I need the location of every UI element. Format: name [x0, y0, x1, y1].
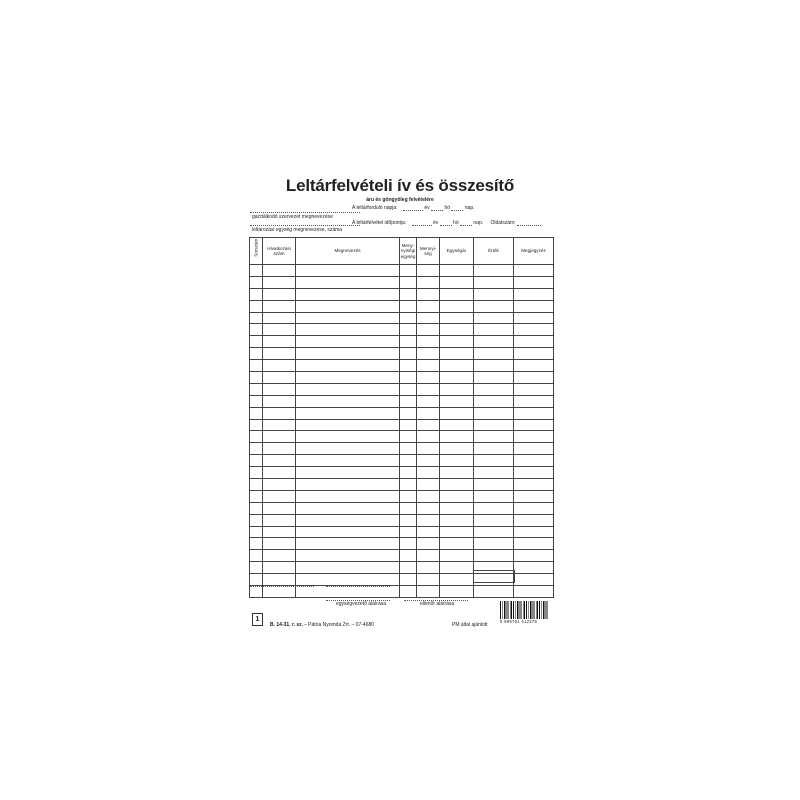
page-number: 1	[252, 613, 263, 626]
table-cell[interactable]	[440, 419, 474, 431]
table-cell[interactable]	[474, 455, 514, 467]
time-ev: év	[432, 220, 439, 226]
table-cell[interactable]	[263, 324, 296, 336]
table-cell[interactable]	[400, 336, 417, 348]
table-cell[interactable]	[400, 562, 417, 574]
date-label: A leltárforduló napja:	[352, 205, 398, 211]
table-cell[interactable]	[440, 276, 474, 288]
table-cell[interactable]	[296, 443, 400, 455]
table-cell[interactable]	[250, 538, 263, 550]
table-cell[interactable]	[400, 288, 417, 300]
table-cell[interactable]	[296, 526, 400, 538]
table-cell[interactable]	[296, 550, 400, 562]
table-cell[interactable]	[417, 550, 440, 562]
table-cell[interactable]	[400, 395, 417, 407]
table-cell[interactable]	[514, 265, 554, 277]
table-cell[interactable]	[263, 467, 296, 479]
table-cell[interactable]	[514, 455, 554, 467]
date-row	[352, 205, 475, 211]
table-cell[interactable]	[440, 502, 474, 514]
table-cell[interactable]	[250, 276, 263, 288]
table-cell[interactable]	[263, 550, 296, 562]
table-cell[interactable]	[296, 431, 400, 443]
table-cell[interactable]	[514, 490, 554, 502]
table-cell[interactable]	[514, 538, 554, 550]
table-cell[interactable]	[296, 288, 400, 300]
table-cell[interactable]	[400, 502, 417, 514]
table-cell[interactable]	[417, 276, 440, 288]
table-cell[interactable]	[400, 586, 417, 598]
col-header: Érték	[474, 238, 514, 265]
table-cell[interactable]	[474, 348, 514, 360]
table-cell[interactable]	[250, 407, 263, 419]
table-cell[interactable]	[474, 312, 514, 324]
table-cell[interactable]	[263, 383, 296, 395]
table-cell[interactable]	[474, 407, 514, 419]
table-cell[interactable]	[440, 348, 474, 360]
table-cell[interactable]	[417, 419, 440, 431]
table-row	[250, 431, 554, 443]
table-row	[250, 538, 554, 550]
table-row	[250, 514, 554, 526]
table-cell[interactable]	[250, 479, 263, 491]
table-cell[interactable]	[514, 395, 554, 407]
table-cell[interactable]	[514, 324, 554, 336]
table-cell[interactable]	[296, 348, 400, 360]
table-cell[interactable]	[514, 502, 554, 514]
table-row	[250, 479, 554, 491]
table-cell[interactable]	[400, 514, 417, 526]
table-cell[interactable]	[440, 372, 474, 384]
table-cell[interactable]	[400, 574, 417, 586]
table-cell[interactable]	[250, 455, 263, 467]
table-cell[interactable]	[400, 372, 417, 384]
table-cell[interactable]	[400, 265, 417, 277]
table-cell[interactable]	[474, 336, 514, 348]
col-header: Mennyi-ség	[417, 238, 440, 265]
table-cell[interactable]	[400, 324, 417, 336]
table-cell[interactable]	[474, 431, 514, 443]
table-cell[interactable]	[400, 443, 417, 455]
table-cell[interactable]	[400, 419, 417, 431]
table-row	[250, 312, 554, 324]
table-cell[interactable]	[474, 265, 514, 277]
table-cell[interactable]	[296, 455, 400, 467]
table-cell[interactable]	[474, 550, 514, 562]
table-cell[interactable]	[250, 395, 263, 407]
table-cell[interactable]	[400, 407, 417, 419]
table-cell[interactable]	[400, 383, 417, 395]
table-row	[250, 348, 554, 360]
table-cell[interactable]	[263, 562, 296, 574]
table-cell[interactable]	[296, 574, 400, 586]
table-cell[interactable]	[250, 419, 263, 431]
table-cell[interactable]	[440, 538, 474, 550]
table-row	[250, 455, 554, 467]
table-cell[interactable]	[440, 265, 474, 277]
table-cell[interactable]	[296, 502, 400, 514]
table-cell[interactable]	[514, 467, 554, 479]
table-cell[interactable]	[474, 526, 514, 538]
table-cell[interactable]	[514, 514, 554, 526]
col-header: Sorszám	[250, 238, 263, 265]
page-field[interactable]	[517, 221, 541, 226]
table-row	[250, 288, 554, 300]
table-cell[interactable]	[417, 538, 440, 550]
table-cell[interactable]	[514, 443, 554, 455]
table-cell[interactable]	[263, 360, 296, 372]
table-cell[interactable]	[440, 336, 474, 348]
unit-line	[250, 225, 360, 226]
table-cell[interactable]	[474, 372, 514, 384]
table-cell[interactable]	[514, 562, 554, 574]
table-cell[interactable]	[440, 455, 474, 467]
table-cell[interactable]	[417, 431, 440, 443]
table-cell[interactable]	[474, 419, 514, 431]
table-row	[250, 419, 554, 431]
table-cell[interactable]	[400, 550, 417, 562]
table-cell[interactable]	[417, 514, 440, 526]
table-row	[250, 360, 554, 372]
table-cell[interactable]	[400, 276, 417, 288]
table-cell[interactable]	[296, 479, 400, 491]
table-cell[interactable]	[400, 360, 417, 372]
table-cell[interactable]	[400, 431, 417, 443]
unit-label: leltározási egység megnevezése, száma	[252, 227, 343, 233]
inventory-table	[249, 237, 554, 598]
table-cell[interactable]	[296, 407, 400, 419]
table-cell[interactable]	[250, 288, 263, 300]
table-cell[interactable]	[514, 586, 554, 598]
table-cell[interactable]	[440, 288, 474, 300]
table-cell[interactable]	[250, 490, 263, 502]
table-cell[interactable]	[474, 467, 514, 479]
table-cell[interactable]	[263, 407, 296, 419]
table-cell[interactable]	[417, 312, 440, 324]
table-row	[250, 372, 554, 384]
table-cell[interactable]	[296, 372, 400, 384]
table-cell[interactable]	[440, 300, 474, 312]
table-cell[interactable]	[296, 490, 400, 502]
table-cell[interactable]	[514, 479, 554, 491]
table-cell[interactable]	[263, 419, 296, 431]
table-cell[interactable]	[440, 526, 474, 538]
table-cell[interactable]	[440, 562, 474, 574]
table-cell[interactable]	[400, 455, 417, 467]
date-nap: nap.	[464, 205, 475, 211]
table-cell[interactable]	[440, 431, 474, 443]
table-cell[interactable]	[417, 372, 440, 384]
table-cell[interactable]	[263, 574, 296, 586]
table-cell[interactable]	[400, 348, 417, 360]
table-cell[interactable]	[263, 538, 296, 550]
table-cell[interactable]	[296, 336, 400, 348]
date-year-field[interactable]	[403, 206, 423, 211]
table-cell[interactable]	[474, 443, 514, 455]
table-cell[interactable]	[417, 455, 440, 467]
sig-line-1a	[250, 586, 314, 587]
time-month-field[interactable]	[440, 221, 452, 226]
org-label: gazdálkodó szervezet megnevezése	[252, 214, 333, 220]
table-cell[interactable]	[296, 360, 400, 372]
sig1-label: egységvezető aláírása	[336, 601, 387, 607]
table-cell[interactable]	[250, 514, 263, 526]
table-cell[interactable]	[263, 443, 296, 455]
table-cell[interactable]	[514, 550, 554, 562]
table-cell[interactable]	[417, 265, 440, 277]
table-cell[interactable]	[250, 324, 263, 336]
table-cell[interactable]	[514, 431, 554, 443]
table-cell[interactable]	[474, 490, 514, 502]
table-cell[interactable]	[400, 467, 417, 479]
table-row	[250, 550, 554, 562]
table-cell[interactable]	[296, 514, 400, 526]
table-cell[interactable]	[296, 265, 400, 277]
table-cell[interactable]	[296, 276, 400, 288]
table-cell[interactable]	[474, 479, 514, 491]
table-cell[interactable]	[263, 514, 296, 526]
table-cell[interactable]	[250, 586, 263, 598]
table-cell[interactable]	[514, 276, 554, 288]
date-day-field[interactable]	[451, 206, 463, 211]
table-cell[interactable]	[263, 276, 296, 288]
table-cell[interactable]	[296, 562, 400, 574]
table-cell[interactable]	[474, 514, 514, 526]
table-cell[interactable]	[250, 372, 263, 384]
table-row	[250, 490, 554, 502]
date-ev: év	[424, 205, 430, 211]
table-cell[interactable]	[474, 324, 514, 336]
col-header: Hivatkozási szám	[263, 238, 296, 265]
table-cell[interactable]	[514, 300, 554, 312]
table-cell[interactable]	[417, 324, 440, 336]
table-cell[interactable]	[296, 300, 400, 312]
table-cell[interactable]	[440, 514, 474, 526]
table-cell[interactable]	[417, 467, 440, 479]
table-cell[interactable]	[250, 360, 263, 372]
table-cell[interactable]	[514, 383, 554, 395]
barcode-number: 5 999761 412378	[500, 619, 538, 624]
inventory-form	[232, 168, 568, 632]
table-cell[interactable]	[250, 312, 263, 324]
table-row	[250, 407, 554, 419]
table-cell[interactable]	[440, 324, 474, 336]
table-cell[interactable]	[417, 574, 440, 586]
table-cell[interactable]	[296, 586, 400, 598]
table-row	[250, 383, 554, 395]
table-cell[interactable]	[250, 431, 263, 443]
table-row	[250, 265, 554, 277]
table-cell[interactable]	[417, 300, 440, 312]
table-cell[interactable]	[474, 586, 514, 598]
table-cell[interactable]	[440, 443, 474, 455]
table-cell[interactable]	[474, 538, 514, 550]
time-nap: nap.	[473, 220, 484, 226]
table-cell[interactable]	[417, 479, 440, 491]
table-row	[250, 395, 554, 407]
table-cell[interactable]	[417, 443, 440, 455]
table-cell[interactable]	[417, 526, 440, 538]
table-cell[interactable]	[296, 383, 400, 395]
table-cell[interactable]	[474, 300, 514, 312]
table-cell[interactable]	[263, 348, 296, 360]
table-cell[interactable]	[474, 502, 514, 514]
col-header: Megjegyzés	[514, 238, 554, 265]
table-cell[interactable]	[514, 407, 554, 419]
table-cell[interactable]	[250, 562, 263, 574]
table-cell[interactable]	[417, 502, 440, 514]
table-cell[interactable]	[263, 336, 296, 348]
table-cell[interactable]	[514, 288, 554, 300]
table-cell[interactable]	[417, 383, 440, 395]
table-cell[interactable]	[263, 431, 296, 443]
table-cell[interactable]	[400, 490, 417, 502]
sig2-label: ellenőr aláírása	[420, 601, 455, 607]
table-cell[interactable]	[263, 395, 296, 407]
time-row	[352, 220, 541, 226]
date-month-field[interactable]	[431, 206, 443, 211]
table-cell[interactable]	[514, 574, 554, 586]
table-cell[interactable]	[263, 490, 296, 502]
time-label: A leltárfelvétel időpontja:	[352, 220, 407, 226]
table-cell[interactable]	[440, 586, 474, 598]
time-year-field[interactable]	[412, 221, 432, 226]
table-cell[interactable]	[440, 479, 474, 491]
table-cell[interactable]	[400, 300, 417, 312]
col-header: Megnevezés	[296, 238, 400, 265]
table-cell[interactable]	[296, 538, 400, 550]
table-cell[interactable]	[440, 467, 474, 479]
table-row	[250, 276, 554, 288]
table-cell[interactable]	[514, 348, 554, 360]
table-cell[interactable]	[514, 360, 554, 372]
table-cell[interactable]	[514, 372, 554, 384]
table-cell[interactable]	[474, 383, 514, 395]
table-row	[250, 526, 554, 538]
table-row	[250, 502, 554, 514]
table-cell[interactable]	[514, 336, 554, 348]
table-cell[interactable]	[250, 336, 263, 348]
table-cell[interactable]	[440, 490, 474, 502]
table-cell[interactable]	[474, 360, 514, 372]
table-cell[interactable]	[440, 395, 474, 407]
table-cell[interactable]	[417, 562, 440, 574]
time-ho: hó	[453, 220, 459, 226]
table-cell[interactable]	[514, 419, 554, 431]
table-cell[interactable]	[296, 467, 400, 479]
table-cell[interactable]	[250, 502, 263, 514]
table-row	[250, 336, 554, 348]
table-cell[interactable]	[250, 300, 263, 312]
table-cell[interactable]	[417, 395, 440, 407]
printer-note: – Pátria Nyomda Zrt. – 07-4680	[304, 622, 375, 628]
total-value-box[interactable]	[473, 570, 515, 583]
table-cell[interactable]	[417, 490, 440, 502]
form-subtitle: áru és göngyöleg felvételére	[366, 197, 434, 203]
table-cell[interactable]	[400, 538, 417, 550]
table-cell[interactable]	[440, 407, 474, 419]
table-cell[interactable]	[296, 312, 400, 324]
table-cell[interactable]	[417, 336, 440, 348]
table-cell[interactable]	[296, 419, 400, 431]
table-cell[interactable]	[417, 407, 440, 419]
table-cell[interactable]	[440, 383, 474, 395]
table-cell[interactable]	[514, 312, 554, 324]
table-cell[interactable]	[263, 300, 296, 312]
table-cell[interactable]	[440, 360, 474, 372]
table-cell[interactable]	[296, 395, 400, 407]
table-cell[interactable]	[263, 586, 296, 598]
table-cell[interactable]	[417, 288, 440, 300]
table-row	[250, 586, 554, 598]
table-cell[interactable]	[474, 288, 514, 300]
table-cell[interactable]	[250, 383, 263, 395]
table-cell[interactable]	[263, 312, 296, 324]
col-header: Meny-nyiségi egység	[400, 238, 417, 265]
table-header-row	[250, 238, 554, 265]
table-cell[interactable]	[296, 324, 400, 336]
table-cell[interactable]	[417, 348, 440, 360]
table-row	[250, 443, 554, 455]
table-cell[interactable]	[263, 288, 296, 300]
table-cell[interactable]	[514, 526, 554, 538]
table-cell[interactable]	[263, 526, 296, 538]
table-cell[interactable]	[250, 467, 263, 479]
page-label: Oldalszám:	[490, 220, 516, 226]
table-cell[interactable]	[440, 550, 474, 562]
table-cell[interactable]	[263, 455, 296, 467]
date-ho: hó	[444, 205, 450, 211]
table-cell[interactable]	[263, 372, 296, 384]
table-cell[interactable]	[263, 502, 296, 514]
table-cell[interactable]	[400, 479, 417, 491]
table-row	[250, 300, 554, 312]
org-line	[250, 212, 360, 213]
table-cell[interactable]	[474, 395, 514, 407]
sig-line-1b	[326, 586, 390, 587]
table-cell[interactable]	[440, 574, 474, 586]
table-cell[interactable]	[400, 312, 417, 324]
table-cell[interactable]	[440, 312, 474, 324]
price-note: PM által ajánlott	[452, 622, 488, 628]
table-cell[interactable]	[263, 479, 296, 491]
table-cell[interactable]	[417, 586, 440, 598]
barcode-icon	[500, 601, 548, 619]
table-row	[250, 324, 554, 336]
table-cell[interactable]	[250, 265, 263, 277]
table-cell[interactable]	[250, 526, 263, 538]
table-cell[interactable]	[250, 574, 263, 586]
table-cell[interactable]	[250, 443, 263, 455]
col-header: Egységár	[440, 238, 474, 265]
table-row	[250, 467, 554, 479]
table-cell[interactable]	[263, 265, 296, 277]
time-day-field[interactable]	[460, 221, 472, 226]
table-cell[interactable]	[250, 348, 263, 360]
form-title: Leltárfelvételi ív és összesítő	[285, 176, 515, 195]
table-cell[interactable]	[400, 526, 417, 538]
table-cell[interactable]	[417, 360, 440, 372]
table-cell[interactable]	[474, 276, 514, 288]
form-code: B. 14-31. r. sz.	[270, 622, 304, 628]
table-cell[interactable]	[250, 550, 263, 562]
